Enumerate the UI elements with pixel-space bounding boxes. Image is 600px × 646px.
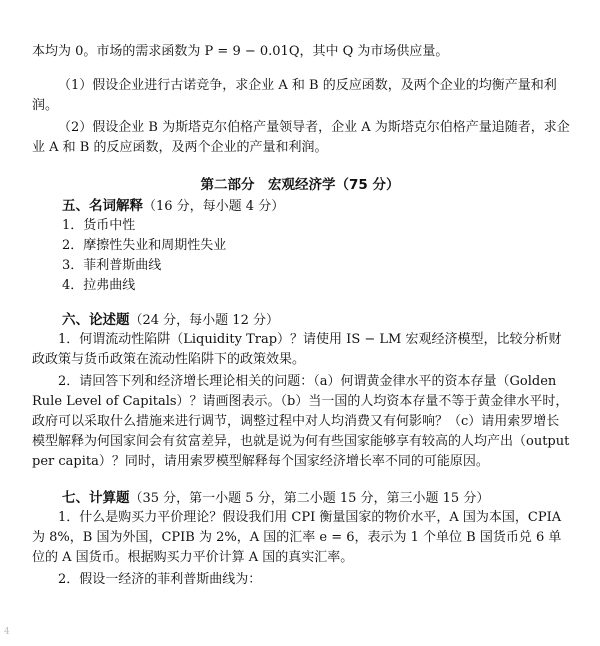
- list-item: 3．菲利普斯曲线: [62, 258, 162, 273]
- section-7-title: 七、计算题: [62, 490, 130, 506]
- part-2-title: 第二部分 宏观经济学（75 分）: [200, 177, 400, 193]
- section-6-title: 六、论述题: [62, 312, 130, 328]
- section-6-heading: [62, 310, 600, 331]
- section-5-list: [62, 216, 226, 296]
- list-item: 4．拉弗曲线: [62, 278, 136, 293]
- list-item: 1．货币中性: [62, 218, 136, 233]
- question-1-1: （1）假设企业进行古诺竞争，求企业 A 和 B 的反应函数，及两个企业的均衡产量和利润。: [32, 78, 557, 113]
- section-5-heading: [62, 196, 600, 217]
- section-7-note: （35 分，第一小题 5 分，第二小题 15 分，第三小题 15 分）: [129, 491, 490, 506]
- list-item: 2．摩擦性失业和周期性失业: [62, 238, 227, 253]
- intro-line: 本均为 0。市场的需求函数为 P = 9 − 0.01Q，其中 Q 为市场供应量。: [32, 44, 449, 59]
- section-7-q2: 2．假设一经济的菲利普斯曲线为：: [58, 572, 262, 587]
- section-6-note: （24 分，每小题 12 分）: [129, 313, 279, 328]
- section-5-note: （16 分，每小题 4 分）: [143, 199, 285, 214]
- question-1-2: （2）假设企业 B 为斯塔克尔伯格产量领导者，企业 A 为斯塔克尔伯格产量追随者，求企业 A 和 B 的反应函数，及两个企业的产量和利润。: [32, 120, 570, 155]
- section-7-heading: [62, 488, 600, 509]
- section-7-q1: 1．什么是购买力平价理论？假设我们用 CPI 衡量国家的物价水平，A 国为本国，CPIA 为 8%，B 国为外国，CPIB 为 2%，A 国的汇率 e = 6，表示为 1 个单位 B 国货币兑 6 单位的 A 国货币。根据购买力平价计算 A 国的真实汇率。: [32, 510, 562, 565]
- section-5-title: 五、名词解释: [62, 198, 143, 214]
- page-corner-mark: 4: [4, 627, 10, 637]
- section-6-q1: 1．何谓流动性陷阱（Liquidity Trap）？请使用 IS − LM 宏观经济模型，比较分析财政政策与货币政策在流动性陷阱下的政策效果。: [32, 332, 562, 367]
- section-6-q2: 2．请回答下列和经济增长理论相关的问题：（a）何谓黄金律水平的资本存量（Golden Rule Level of Capitals）？请画图表示。（b）当一国的人均资本存量不等于黄金律水平时，政府可以采取什么措施来进行调节，调整过程中对人均消费又有何影响？（c）请用索罗增长模型解释为何国家间会有贫富差异，也就是说为何有些国家能够享有较高的人均产出（output per capita）？同时，请用索罗模型解释每个国家经济增长率不同的可能原因。: [32, 374, 570, 469]
